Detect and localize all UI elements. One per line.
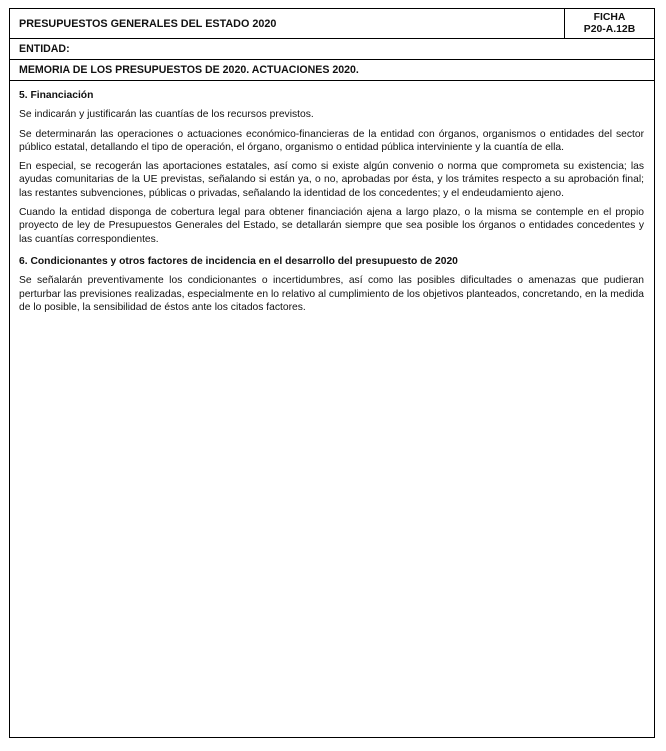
header-row [10, 9, 654, 39]
ficha-code: P20-A.12B [583, 23, 636, 35]
content-body [10, 81, 654, 314]
paragraph: Se señalarán preventivamente los condicionantes o incertidumbres, así como las posibles dificultades o amenazas que pudieran perturbar las previsiones realizadas, especialmente en lo relativo al cumplimiento de los objetivos planteados, concretando, en la medida de lo posible, la sensibilidad de éstos ante los citados factores. [19, 275, 644, 313]
section-financiacion [19, 89, 644, 246]
section-condicionantes [19, 255, 644, 314]
paragraph: Se determinarán las operaciones o actuaciones económico-financieras de la entidad con órganos, organismos o entidades del sector público estatal, detallando el tipo de operación, el órgano, organismo o entidad pública interviniente y la cuantía de ella. [19, 128, 644, 153]
paragraph: En especial, se recogerán las aportaciones estatales, así como si existe algún convenio o norma que comprometa su existencia; las ayudas comunitarias de la UE previstas, señalando si están ya, o no, aprobadas por ésta, y los trámites respecto a su aprobación final; las restantes subvenciones, públicas o privadas, señalando la identidad de los concedentes; y el endeudamiento ajeno. [19, 161, 644, 199]
document-form [9, 8, 655, 738]
entidad-row: ENTIDAD: [10, 39, 654, 60]
paragraph: Cuando la entidad disponga de cobertura legal para obtener financiación ajena a largo plazo, o la misma se contemple en el propio proyecto de ley de Presupuestos Generales del Estado, se detallarán siempre que sea posible los órganos o entidades concedentes y las cuantías correspondientes. [19, 207, 644, 245]
section-title: 6. Condicionantes y otros factores de incidencia en el desarrollo del presupuesto de 2020 [19, 255, 458, 267]
ficha-box [565, 9, 654, 38]
section-title: 5. Financiación [19, 90, 94, 101]
page-title: PRESUPUESTOS GENERALES DEL ESTADO 2020 [10, 9, 565, 38]
ficha-label: FICHA [593, 11, 626, 23]
paragraph: Se indicarán y justificarán las cuantías de los recursos previstos. [19, 109, 314, 121]
memoria-title: MEMORIA DE LOS PRESUPUESTOS DE 2020. ACTUACIONES 2020. [10, 60, 654, 81]
